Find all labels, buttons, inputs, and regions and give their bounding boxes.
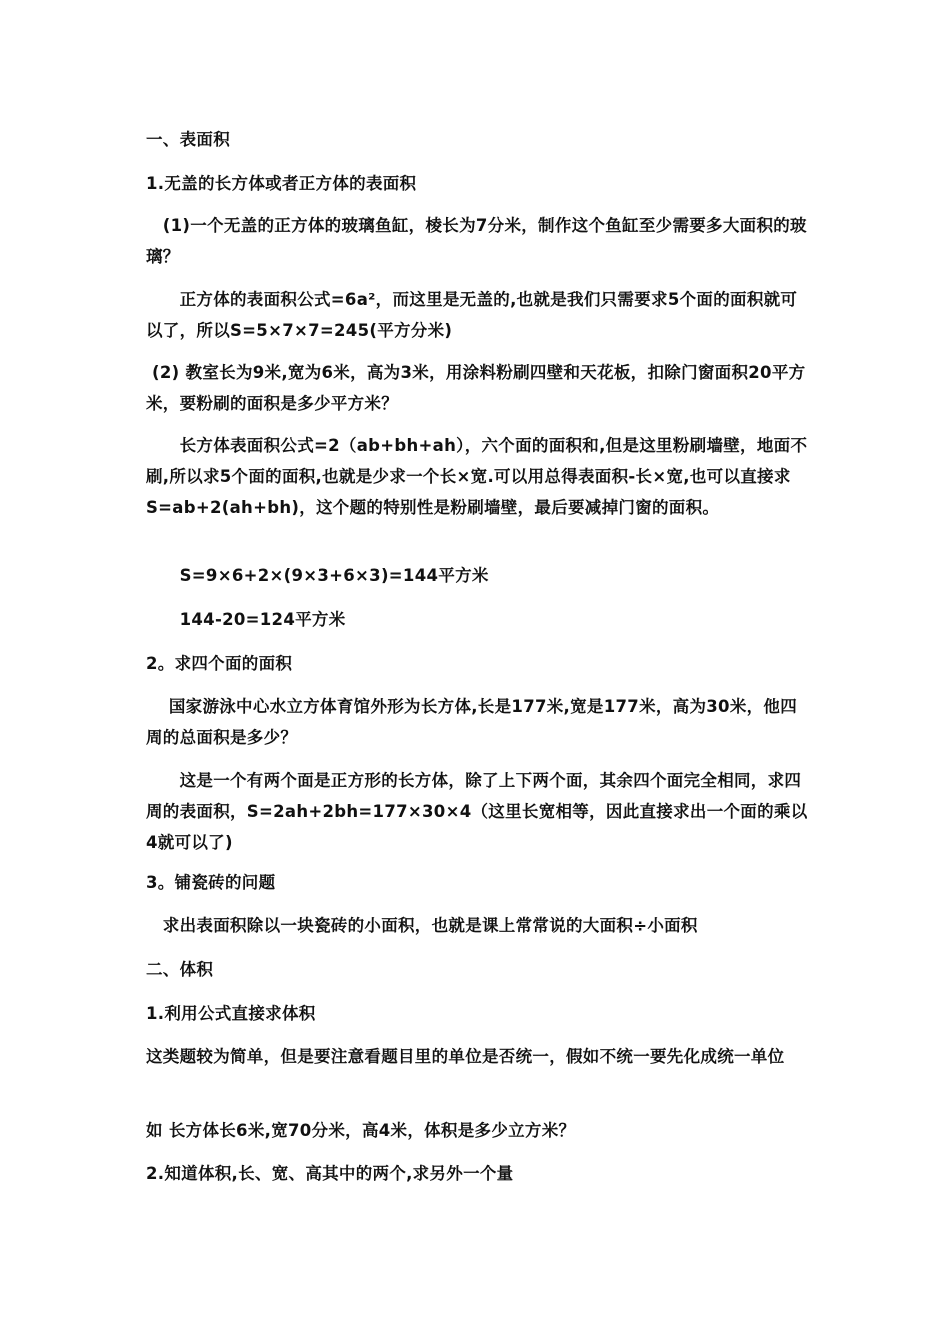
subheading-tiles: 3。铺瓷砖的问题 bbox=[146, 873, 276, 892]
section-heading-surface-area: 一、表面积 bbox=[146, 130, 230, 149]
solution-fish-tank: 正方体的表面积公式=6a²，而这里是无盖的,也就是我们只需要求5个面的面积就可以了，所以S=5×7×7=245(平方分米) bbox=[146, 290, 798, 340]
solution-classroom: 长方体表面积公式=2（ab+bh+ah），六个面的面积和,但是这里粉刷墙壁，地面不刷,所以求5个面的面积,也就是少求一个长×宽.可以用总得表面积-长×宽,也可以直接求S=ab+2(ah+bh)，这个题的特别性是粉刷墙壁，最后要减掉门窗的面积。 bbox=[146, 436, 808, 517]
formula-classroom-answer: 144-20=124平方米 bbox=[146, 610, 346, 629]
problem-fish-tank: (1)一个无盖的正方体的玻璃鱼缸，棱长为7分米，制作这个鱼缸至少需要多大面积的玻璃？ bbox=[146, 216, 807, 266]
solution-water-cube: 这是一个有两个面是正方形的长方体，除了上下两个面，其余四个面完全相同，求四周的表面积，S=2ah+2bh=177×30×4（这里长宽相等，因此直接求出一个面的乘以4就可以了) bbox=[146, 771, 808, 852]
section-heading-volume: 二、体积 bbox=[146, 960, 214, 979]
subheading-volume-formula: 1.利用公式直接求体积 bbox=[146, 1004, 316, 1023]
subheading-missing-dimension: 2.知道体积,长、宽、高其中的两个,求另外一个量 bbox=[146, 1164, 514, 1183]
text-volume-units: 这类题较为简单，但是要注意看题目里的单位是否统一，假如不统一要先化成统一单位 bbox=[146, 1047, 785, 1066]
problem-classroom: (2) 教室长为9米,宽为6米，高为3米，用涂料粉刷四壁和天花板，扣除门窗面积20平方米，要粉刷的面积是多少平方米？ bbox=[146, 363, 806, 413]
subheading-four-faces: 2。求四个面的面积 bbox=[146, 654, 293, 673]
formula-classroom-total: S=9×6+2×(9×3+6×3)=144平方米 bbox=[146, 566, 489, 585]
subheading-open-box-surface-area: 1.无盖的长方体或者正方体的表面积 bbox=[146, 174, 417, 193]
example-volume: 如 长方体长6米,宽70分米，高4米，体积是多少立方米？ bbox=[146, 1121, 576, 1140]
text-tiles: 求出表面积除以一块瓷砖的小面积，也就是课上常常说的大面积÷小面积 bbox=[146, 916, 698, 935]
problem-water-cube: 国家游泳中心水立方体育馆外形为长方体,长是177米,宽是177米，高为30米，他四周的总面积是多少？ bbox=[146, 697, 798, 747]
